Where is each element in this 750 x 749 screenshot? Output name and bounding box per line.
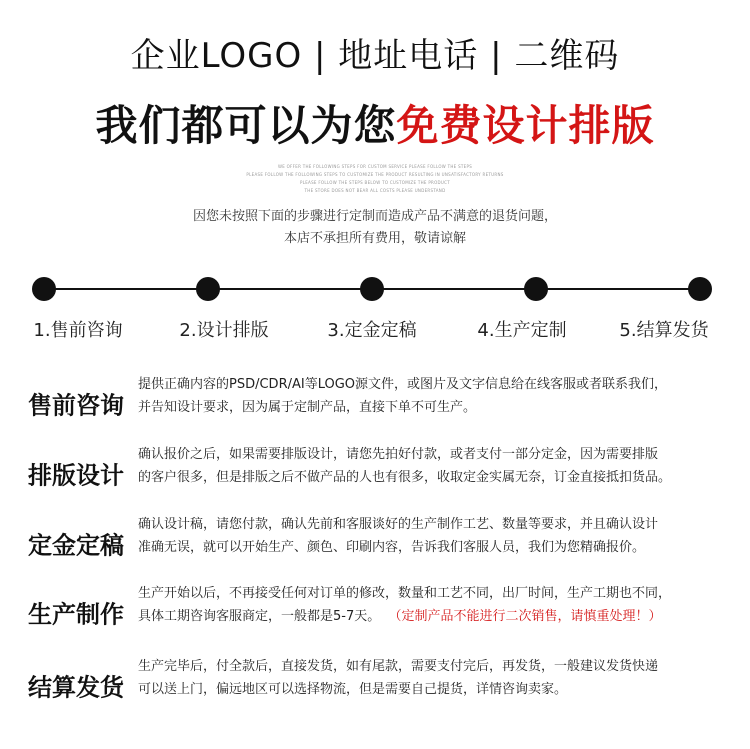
fine-print-line: THE STORE DOES NOT BEAR ALL COSTS PLEASE UNDERSTAND — [304, 188, 446, 193]
step-label: 1.售前咨询 — [33, 320, 123, 341]
section-title: 排版设计 — [28, 461, 124, 490]
step-label: 5.结算发货 — [619, 320, 709, 341]
section-deposit-final — [28, 513, 728, 573]
timeline-dot — [32, 277, 56, 301]
desc-line: 生产开始以后，不再接受任何对订单的修改，数量和工艺不同，出厂时间，生产工期也不同， — [138, 586, 672, 601]
step-label: 3.定金定稿 — [327, 320, 417, 341]
section-title: 定金定稿 — [28, 531, 124, 560]
fine-print-line: PLEASE FOLLOW THE FOLLOWING STEPS TO CUSTOMIZE THE PRODUCT RESULTING IN UNSATISFACTORY RETURNS — [246, 172, 504, 177]
timeline-dot — [360, 277, 384, 301]
desc-line: 准确无误，就可以开始生产、颜色、印刷内容，告诉我们客服人员，我们为您精确报价。 — [138, 540, 646, 555]
desc-line: 可以送上门，偏远地区可以选择物流，但是需要自己提货，详情咨询卖家。 — [138, 682, 568, 697]
section-layout-design — [28, 443, 728, 503]
step-label: 2.设计排版 — [179, 320, 269, 341]
section-description — [138, 513, 728, 559]
title-black-part: 我们都可以为您 — [95, 101, 397, 150]
timeline-dot — [196, 277, 220, 301]
fine-print-line: WE OFFER THE FOLLOWING STEPS FOR CUSTOM SERVICE PLEASE FOLLOW THE STEPS — [277, 164, 473, 169]
notice-line2: 本店不承担所有费用，敬请谅解 — [283, 231, 466, 246]
section-production — [28, 582, 728, 642]
notice-line1: 因您未按照下面的步骤进行定制而造成产品不满意的退货问题， — [192, 209, 557, 224]
header-title-line1: 企业LOGO | 地址电话 | 二维码 — [130, 36, 620, 76]
section-description — [138, 655, 728, 701]
section-settlement-shipping — [28, 655, 728, 715]
header-title-line2 — [0, 93, 750, 153]
section-title: 生产制作 — [28, 600, 124, 629]
desc-line: 确认设计稿，请您付款，确认先前和客服谈好的生产制作工艺、数量等要求，并且确认设计 — [138, 517, 659, 532]
desc-line: 生产完毕后，付全款后，直接发货，如有尾款，需要支付完后，再发货，一般建议发货快递 — [138, 659, 659, 674]
fine-print-line: PLEASE FOLLOW THE STEPS BELOW TO CUSTOMIZE THE PRODUCT — [299, 180, 450, 185]
desc-line: 确认报价之后，如果需要排版设计，请您先拍好付款，或者支付一部分定金，因为需要排版 — [138, 447, 659, 462]
warning-text: （定制产品不能进行二次销售，请慎重处理！） — [388, 609, 662, 624]
desc-line — [138, 605, 728, 628]
timeline-dot — [688, 277, 712, 301]
step-label: 4.生产定制 — [477, 320, 567, 341]
desc-line: 提供正确内容的PSD/CDR/AI等LOGO源文件，或图片及文字信息给在线客服或者联系我们， — [138, 377, 668, 392]
desc-text: 具体工期咨询客服商定，一般都是5-7天。 — [138, 609, 381, 624]
desc-line: 的客户很多，但是排版之后不做产品的人也有很多，收取定金实属无奈，订金直接抵扣货品。 — [138, 470, 672, 485]
section-description — [138, 373, 728, 419]
title-red-part: 免费设计排版 — [396, 101, 655, 150]
section-description — [138, 443, 728, 489]
section-title: 结算发货 — [28, 673, 124, 702]
section-description — [138, 582, 728, 628]
desc-line: 并告知设计要求，因为属于定制产品，直接下单不可生产。 — [138, 400, 477, 415]
timeline-dot — [524, 277, 548, 301]
section-title: 售前咨询 — [28, 391, 124, 420]
section-presale — [28, 373, 728, 433]
